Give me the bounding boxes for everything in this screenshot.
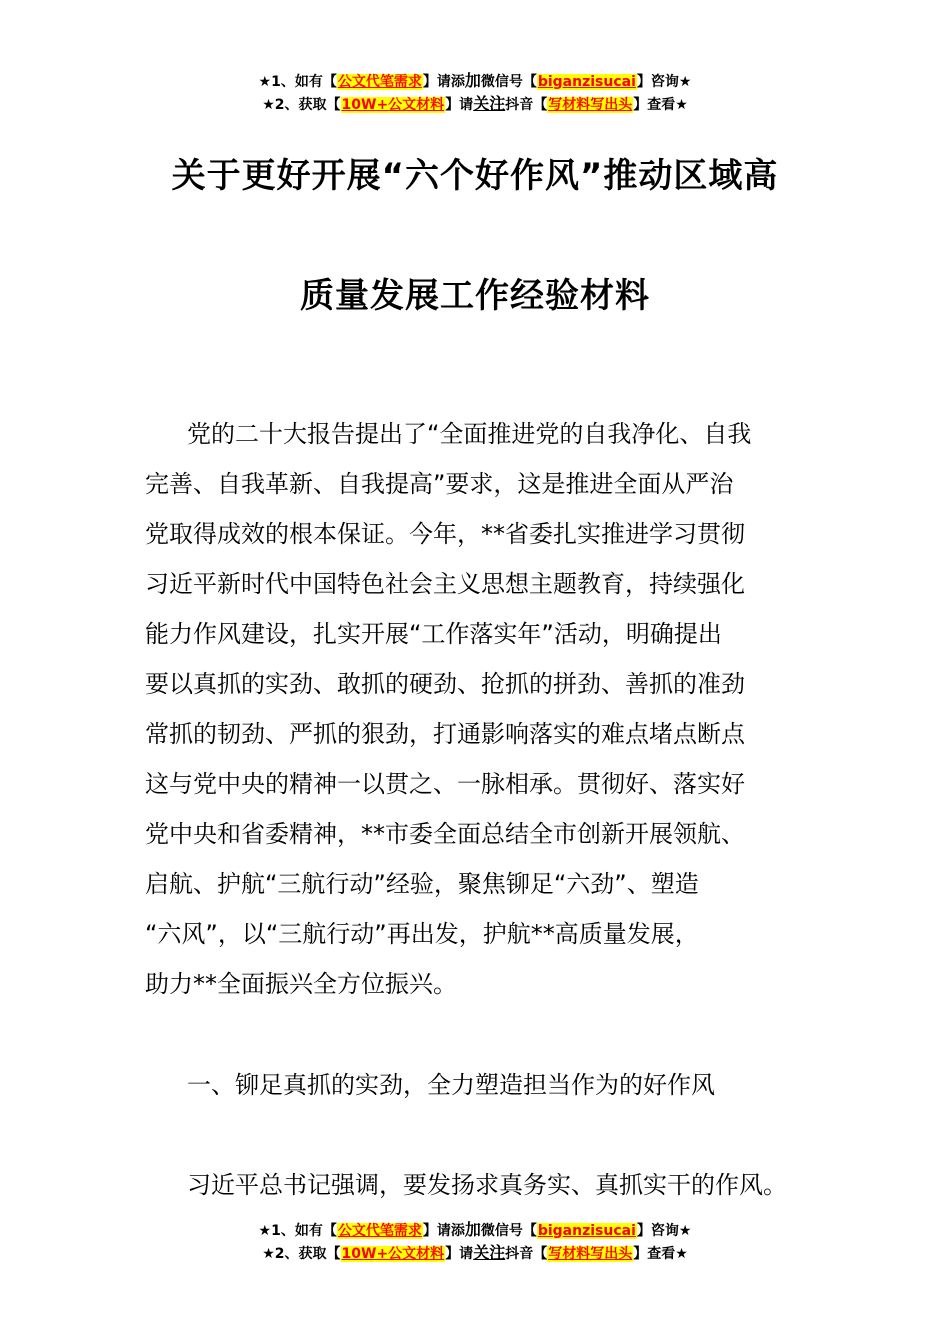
paragraph-line: 党取得成效的根本保证。今年，**省委扎实推进学习贯彻 [145, 520, 745, 548]
promo-text: 微信号【 [480, 74, 537, 90]
intro-paragraph [145, 409, 815, 1009]
promo-highlight: 10W+公文材料 [341, 1246, 445, 1262]
promo-text: ★1、如有【 [258, 1223, 337, 1239]
promo-emphasis: 加 [464, 1220, 481, 1239]
promo-text: 】咨询★ [636, 74, 692, 90]
paragraph-line: 完善、自我革新、自我提高”要求，这是推进全面从严治 [145, 470, 734, 498]
document-title-line-1: 关于更好开展“六个好作风”推动区域高 [171, 156, 779, 196]
promo-text: 】请 [445, 1246, 474, 1262]
paragraph-line: 能力作风建设，扎实开展“工作落实年”活动，明确提出 [145, 620, 722, 648]
paragraph-line: 启航、护航“三航行动”经验，聚焦铆足“六劲”、塑造 [145, 870, 699, 898]
promo-text: 】请添 [422, 1223, 465, 1239]
promo-text: 抖音【 [505, 97, 548, 113]
top-promo-banner [0, 70, 950, 116]
promo-text: 】咨询★ [636, 1223, 692, 1239]
section-1-paragraph-line: 习近平总书记强调，要发扬求真务实、真抓实干的作风。 [187, 1171, 787, 1199]
promo-line-1 [0, 1219, 950, 1242]
promo-highlight: 公文代笔需求 [337, 1223, 422, 1239]
promo-line-2 [0, 1242, 950, 1265]
paragraph-line: 习近平新时代中国特色社会主义思想主题教育，持续强化 [145, 570, 745, 598]
paragraph-line: 助力**全面振兴全方位振兴。 [145, 970, 457, 998]
paragraph-line: 党的二十大报告提出了“全面推进党的自我净化、自我 [187, 420, 752, 448]
section-1-heading: 一、铆足真抓的实劲，全力塑造担当作为的好作风 [187, 1071, 715, 1099]
promo-wechat-id: biganzisucai [537, 1223, 636, 1239]
promo-text: 】查看★ [633, 97, 688, 113]
promo-emphasis: 关注 [473, 1243, 506, 1262]
promo-emphasis: 加 [464, 71, 481, 90]
promo-text: 抖音【 [505, 1246, 548, 1262]
paragraph-line: 要以真抓的实劲、敢抓的硬劲、抢抓的拼劲、善抓的准劲 [145, 670, 745, 698]
promo-emphasis: 关注 [473, 94, 506, 113]
promo-line-2 [0, 93, 950, 116]
promo-highlight: 公文代笔需求 [337, 74, 422, 90]
bottom-promo-banner [0, 1219, 950, 1265]
promo-douyin-id: 写材料写出头 [548, 1246, 633, 1262]
promo-text: 微信号【 [480, 1223, 537, 1239]
promo-text: ★1、如有【 [258, 74, 337, 90]
paragraph-line: 这与党中央的精神一以贯之、一脉相承。贯彻好、落实好 [145, 770, 745, 798]
promo-douyin-id: 写材料写出头 [548, 97, 633, 113]
document-title-line-2: 质量发展工作经验材料 [300, 276, 650, 316]
promo-wechat-id: biganzisucai [537, 74, 636, 90]
paragraph-line: 党中央和省委精神，**市委全面总结全市创新开展领航、 [145, 820, 745, 848]
promo-text: ★2、获取【 [262, 97, 341, 113]
paragraph-line: 常抓的韧劲、严抓的狠劲，打通影响落实的难点堵点断点 [145, 720, 745, 748]
paragraph-line: “六风”，以“三航行动”再出发，护航**高质量发展， [145, 920, 699, 948]
promo-text: 】请 [445, 97, 474, 113]
promo-text: 】请添 [422, 74, 465, 90]
promo-text: ★2、获取【 [262, 1246, 341, 1262]
promo-text: 】查看★ [633, 1246, 688, 1262]
promo-line-1 [0, 70, 950, 93]
promo-highlight: 10W+公文材料 [341, 97, 445, 113]
